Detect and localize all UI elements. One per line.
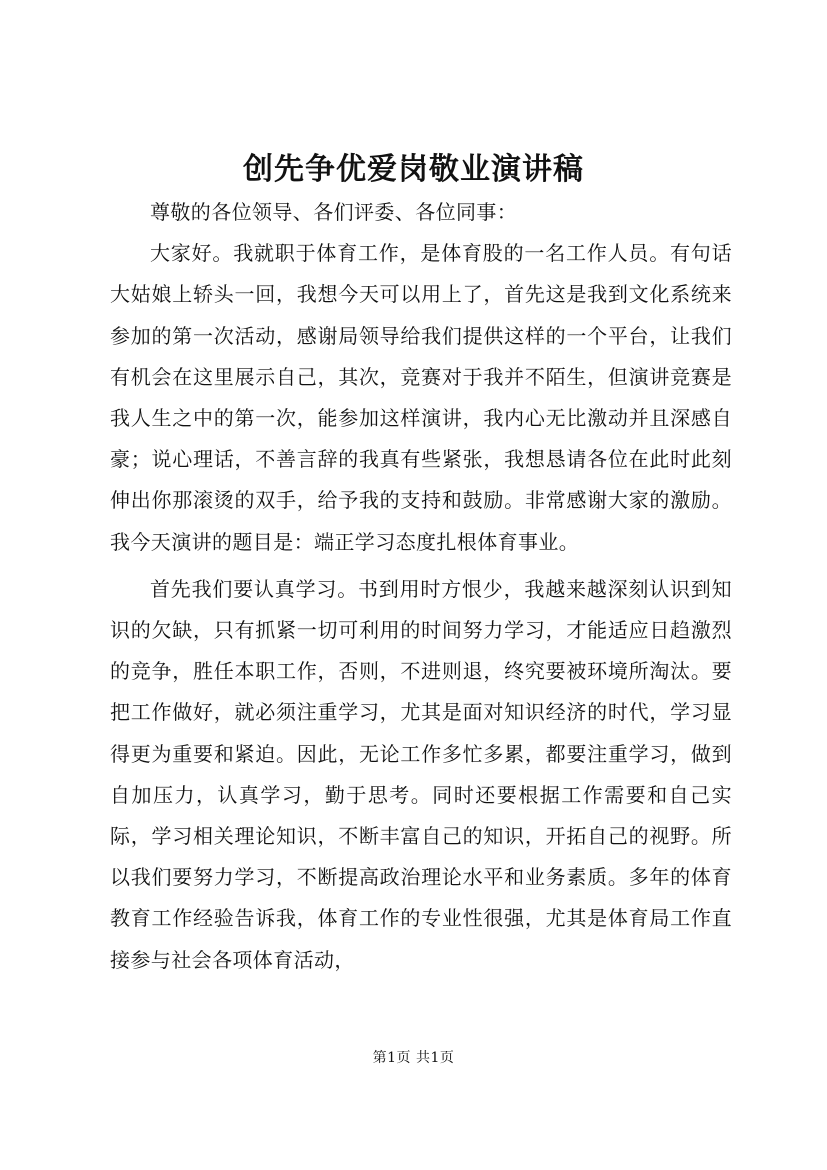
page-number-footer: 第1页 共1页 [372, 1050, 455, 1066]
opening-paragraph: 大家好。我就职于体育工作，是体育股的一名工作人员。有句话大姑娘上轿头一回，我想今天可以用上了，首先这是我到文化系统来参加的第一次活动，感谢局领导给我们提供这样的一个平台，让我们有机会在这里展示自己，其次，竞赛对于我并不陌生，但演讲竞赛是我人生之中的第一次，能参加这样演讲，我内心无比激动并且深感自豪；说心理话，不善言辞的我真有些紧张，我想恳请各位在此时此刻伸出你那滚烫的双手，给予我的支持和鼓励。非常感谢大家的激励。我今天演讲的题目是：端正学习态度扎根体育事业。 [110, 241, 732, 554]
document-title: 创先争优爱岗敬业演讲稿 [243, 152, 584, 187]
document-body [110, 192, 732, 981]
salutation-paragraph: 尊敬的各位领导、各们评委、各位同事： [150, 200, 518, 224]
study-paragraph: 首先我们要认真学习。书到用时方恨少，我越来越深刻认识到知识的欠缺，只有抓紧一切可利用的时间努力学习，才能适应日趋激烈的竞争，胜任本职工作，否则，不进则退，终究要被环境所淘汰。要把工作做好，就必须注重学习，尤其是面对知识经济的时代，学习显得更为重要和紧迫。因此，无论工作多忙多累，都要注重学习，做到自加压力，认真学习，勤于思考。同时还要根据工作需要和自己实际，学习相关理论知识，不断丰富自己的知识，开拓自己的视野。所以我们要努力学习，不断提高政治理论水平和业务素质。多年的体育教育工作经验告诉我，体育工作的专业性很强，尤其是体育局工作直接参与社会各项体育活动， [110, 576, 732, 972]
